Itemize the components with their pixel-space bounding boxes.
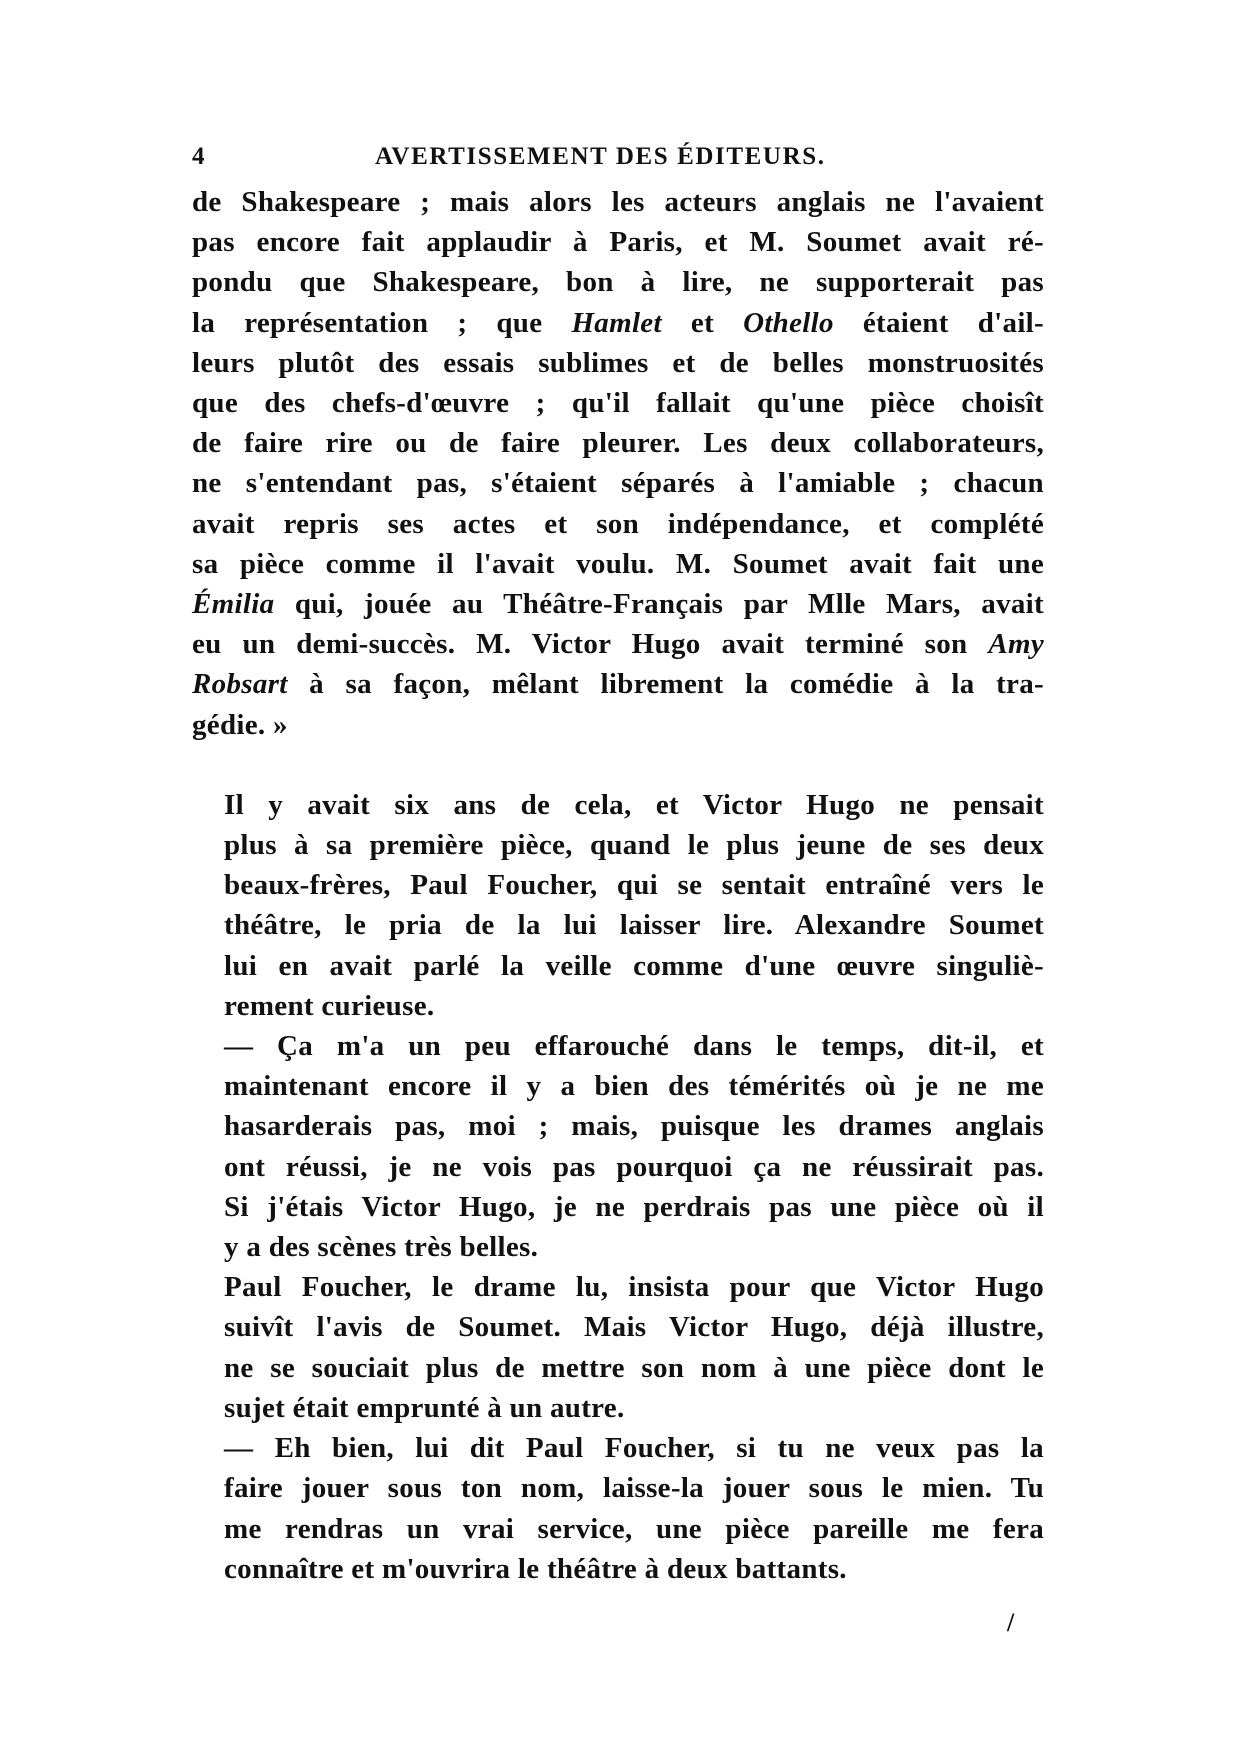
text-line: gédie. »: [192, 708, 288, 741]
text-line: — Ça m'a un peu effarouché dans le temps, dit-il, et: [224, 1030, 1044, 1063]
text-line: pondu que Shakespeare, bon à lire, ne supporterait pas: [192, 266, 1044, 299]
text-line: ne se souciait plus de mettre son nom à une pièce dont le: [224, 1351, 1044, 1384]
text-line: lui en avait parlé la veille comme d'une œuvre singuliè-: [224, 949, 1044, 982]
running-header: [192, 138, 1044, 182]
text-line: avait repris ses actes et son indépendance, et complété: [192, 507, 1044, 540]
text-line: leurs plutôt des essais sublimes et de belles monstruosités: [192, 346, 1044, 379]
text-line: pas encore fait applaudir à Paris, et M. Soumet avait ré-: [192, 226, 1044, 259]
text-line: rement curieuse.: [224, 989, 435, 1022]
text-line: connaître et m'ouvrira le théâtre à deux battants.: [224, 1552, 847, 1585]
text-line: maintenant encore il y a bien des témérités où je ne me: [224, 1070, 1044, 1103]
text-line: me rendras un vrai service, une pièce pareille me fera: [224, 1512, 1044, 1545]
text-line: de Shakespeare ; mais alors les acteurs anglais ne l'avaient: [192, 186, 1044, 218]
page-body: [192, 138, 1044, 1589]
text-line: sujet était emprunté à un autre.: [224, 1391, 625, 1424]
running-title: AVERTISSEMENT DES ÉDITEURS.: [375, 143, 826, 170]
text-line: hasarderais pas, moi ; mais, puisque les drames anglais: [224, 1110, 1044, 1143]
margin-mark: /: [1007, 1608, 1015, 1637]
text-line: Paul Foucher, le drame lu, insista pour que Victor Hugo: [224, 1271, 1044, 1304]
text-line: ne s'entendant pas, s'étaient séparés à l'amiable ; chacun: [192, 467, 1044, 500]
paragraph-2: [192, 785, 1044, 1026]
paragraph-gap: [192, 745, 1044, 785]
text-line: suivît l'avis de Soumet. Mais Victor Hugo, déjà illustre,: [224, 1311, 1044, 1344]
text-line: que des chefs-d'œuvre ; qu'il fallait qu'une pièce choisît: [192, 387, 1044, 420]
paragraph-4: [192, 1267, 1044, 1428]
text-line: faire jouer sous ton nom, laisse-la jouer sous le mien. Tu: [224, 1472, 1044, 1505]
text-line: la représentation ; que Hamlet et Othello étaient d'ail-: [192, 306, 1045, 339]
text-line: Si j'étais Victor Hugo, je ne perdrais pas une pièce où il: [224, 1190, 1044, 1223]
text-line: Émilia qui, jouée au Théâtre-Français par Mlle Mars, avait: [192, 588, 1044, 621]
text-line: eu un demi-succès. M. Victor Hugo avait terminé son Amy: [192, 628, 1044, 661]
text-line: Il y avait six ans de cela, et Victor Hugo ne pensait: [224, 788, 1044, 821]
text-line: plus à sa première pièce, quand le plus jeune de ses deux: [224, 829, 1044, 862]
text-line: théâtre, le pria de la lui laisser lire. Alexandre Soumet: [224, 909, 1044, 942]
paragraph-3: [192, 1026, 1044, 1267]
text-line: beaux-frères, Paul Foucher, qui se sentait entraîné vers le: [224, 869, 1044, 902]
page-number: 4: [192, 143, 207, 170]
text-line: — Eh bien, lui dit Paul Foucher, si tu ne veux pas la: [224, 1432, 1044, 1465]
text-line: ont réussi, je ne vois pas pourquoi ça ne réussirait pas.: [224, 1150, 1044, 1183]
text-line: y a des scènes très belles.: [224, 1231, 539, 1264]
text-line: Robsart à sa façon, mêlant librement la comédie à la tra-: [192, 668, 1044, 701]
paragraph-5: [192, 1428, 1044, 1589]
text-line: de faire rire ou de faire pleurer. Les deux collaborateurs,: [192, 427, 1044, 460]
paragraph-1: [192, 182, 1044, 745]
text-line: sa pièce comme il l'avait voulu. M. Soumet avait fait une: [192, 547, 1044, 580]
